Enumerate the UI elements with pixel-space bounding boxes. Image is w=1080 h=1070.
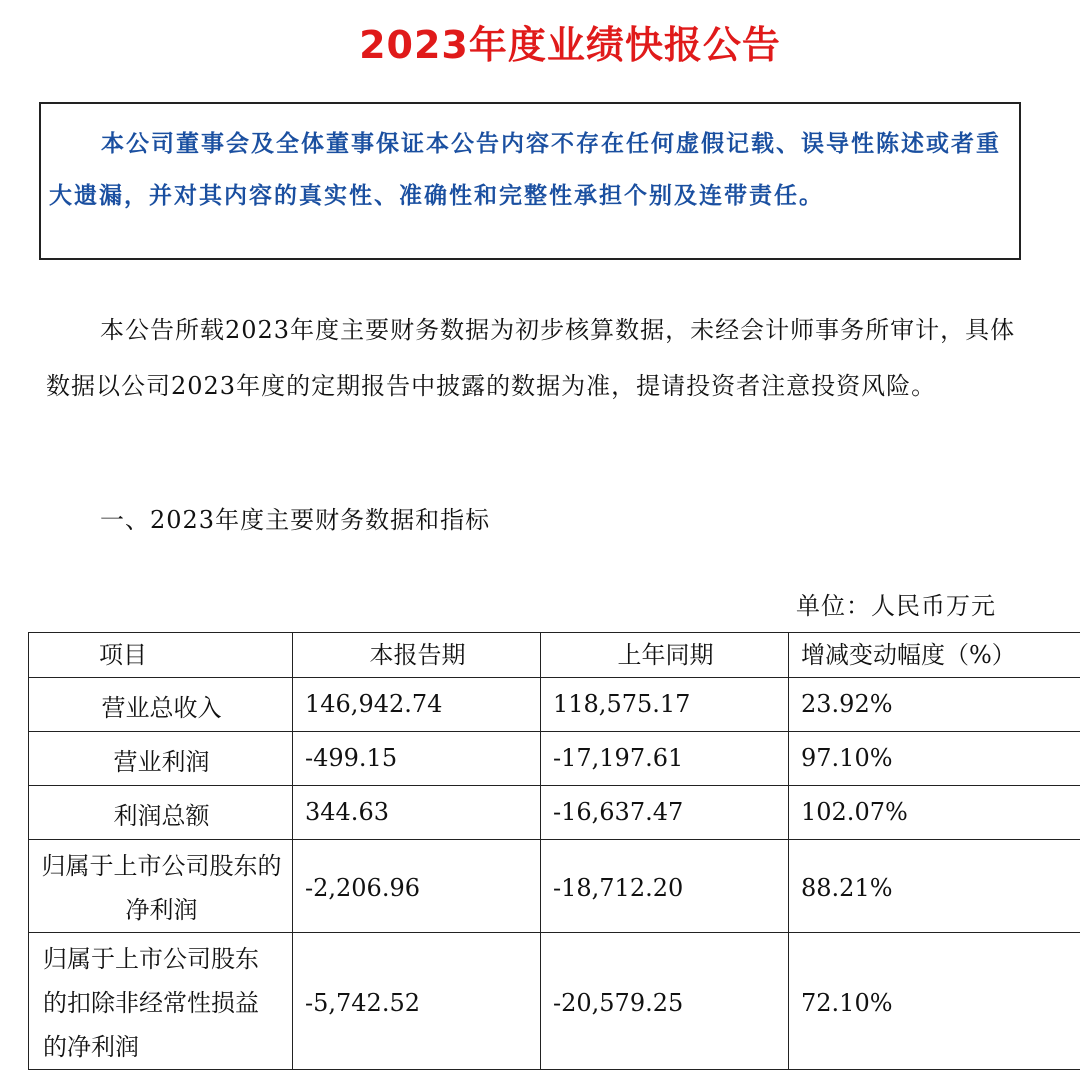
row-change: 23.92% [789,678,1080,732]
row-item: 归属于上市公司股东的扣除非经常性损益的净利润 [29,933,293,1070]
table-row [29,933,1080,1070]
row-item: 营业总收入 [29,678,293,732]
row-current: 344.63 [293,786,541,840]
section-heading: 一、2023年度主要财务数据和指标 [100,500,490,535]
unit-label: 单位：人民币万元 [796,586,996,621]
table-row [29,840,1080,933]
financial-data-table [28,632,1080,1070]
table-header-row [29,633,1080,678]
row-prior: 118,575.17 [541,678,789,732]
row-prior: -17,197.61 [541,732,789,786]
row-change: 72.10% [789,933,1080,1070]
row-current: -2,206.96 [293,840,541,933]
page-title: 2023年度业绩快报公告 [0,14,1080,69]
row-prior: -16,637.47 [541,786,789,840]
row-current: -499.15 [293,732,541,786]
table-row [29,786,1080,840]
table-row [29,732,1080,786]
header-prior-period: 上年同期 [541,633,789,678]
row-prior: -18,712.20 [541,840,789,933]
row-change: 102.07% [789,786,1080,840]
row-item: 归属于上市公司股东的净利润 [29,840,293,933]
row-change: 97.10% [789,732,1080,786]
row-current: -5,742.52 [293,933,541,1070]
disclaimer-paragraph: 本公告所载2023年度主要财务数据为初步核算数据，未经会计师事务所审计，具体数据以公司2023年度的定期报告中披露的数据为准，提请投资者注意投资风险。 [46,302,1016,414]
row-current: 146,942.74 [293,678,541,732]
row-item: 利润总额 [29,786,293,840]
row-item: 营业利润 [29,732,293,786]
row-prior: -20,579.25 [541,933,789,1070]
header-change: 增减变动幅度（%） [789,633,1080,678]
header-item: 项目 [29,633,293,678]
board-notice-box: 本公司董事会及全体董事保证本公告内容不存在任何虚假记载、误导性陈述或者重大遗漏，并对其内容的真实性、准确性和完整性承担个别及连带责任。 [39,102,1021,260]
header-current-period: 本报告期 [293,633,541,678]
table-row [29,678,1080,732]
row-change: 88.21% [789,840,1080,933]
